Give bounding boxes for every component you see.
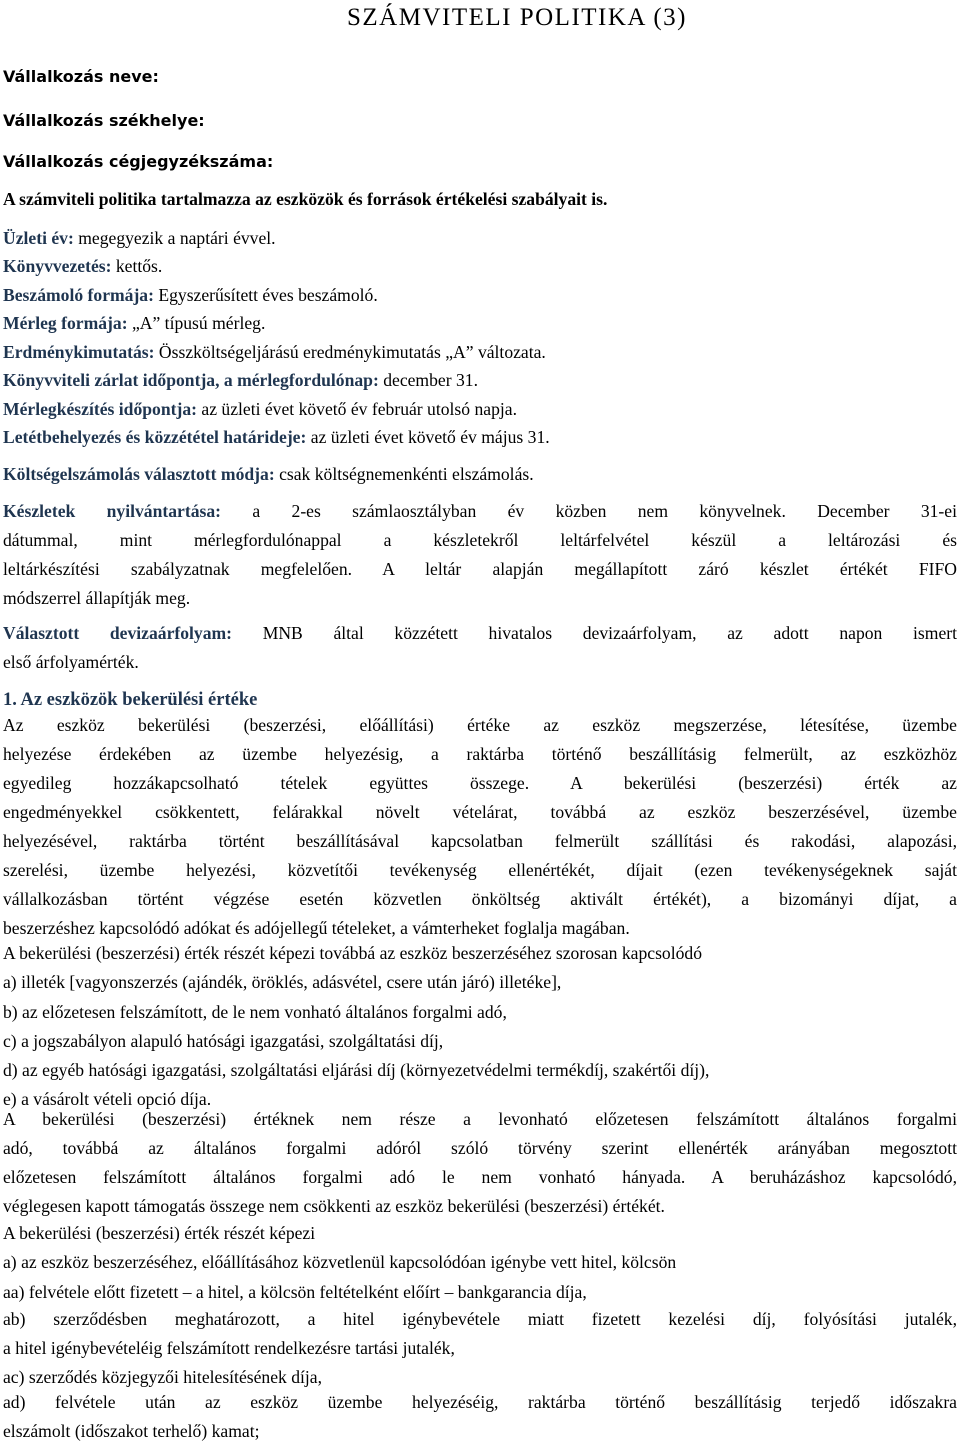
para-line: engedményekkel csökkentett, felárakkal növelt vételárat, továbbá az eszköz beszerzésével, üzembe bbox=[3, 802, 957, 822]
currency-paragraph bbox=[3, 619, 957, 677]
fact-line bbox=[3, 312, 957, 334]
para-line: Az eszköz bekerülési (beszerzési, előállítási) értéke az eszköz megszerzése, létesítése, üzembe bbox=[3, 715, 957, 735]
company-reg-label: Vállalkozás cégjegyzékszáma: bbox=[3, 152, 274, 171]
fact-label: Mérleg formája: bbox=[3, 313, 128, 333]
para-line: adó, továbbá az általános forgalmi adóról szóló törvény szerint ellenérték arányában megosztott bbox=[3, 1138, 957, 1158]
list-intro: A bekerülési (beszerzési) érték részét képezi bbox=[3, 1223, 316, 1243]
fact-label: Mérlegkészítés időpontja: bbox=[3, 399, 197, 419]
para-line: ab) szerződésben meghatározott, a hitel igénybevétele miatt fizetett kezelési díj, folyósítási jutalék, bbox=[3, 1309, 957, 1329]
fact-line bbox=[3, 284, 957, 306]
fact-label: Letétbehelyezés és közzététel határideje: bbox=[3, 427, 307, 447]
section1-paragraph-2 bbox=[3, 1105, 957, 1221]
list-item: a) az eszköz beszerzéséhez, előállításához közvetlenül kapcsolódóan igénybe vett hitel, kölcsön bbox=[3, 1252, 677, 1273]
company-name-label: Vállalkozás neve: bbox=[3, 67, 159, 86]
list-item: e) a vásárolt vételi opció díja. bbox=[3, 1089, 212, 1110]
list-item: b) az előzetesen felszámított, de le nem vonható általános forgalmi adó, bbox=[3, 1001, 507, 1022]
fact-label: Beszámoló formája: bbox=[3, 285, 154, 305]
list-item: aa) felvétele előtt fizetett – a hitel, a kölcsön feltételként előírt – bankgarancia díja, bbox=[3, 1281, 587, 1302]
inventory-line: módszerrel állapítják meg. bbox=[3, 588, 191, 608]
company-seat-label: Vállalkozás székhelye: bbox=[3, 111, 205, 130]
para-line: vállalkozásban történt végzése esetén közvetlen önköltség aktivált értékét), a bizományi díjat, a bbox=[3, 889, 957, 909]
para-line: szerelési, üzembe helyezési, közvetítői tevékenység ellenértékét, díjait (ezen tevékenységeknek saját bbox=[3, 860, 957, 880]
fact-value: csak költségnemenkénti elszámolás. bbox=[274, 464, 534, 484]
section1-paragraph-1 bbox=[3, 711, 957, 943]
para-line: elszámolt (időszakot terhelő) kamat; bbox=[3, 1421, 260, 1441]
fact-line bbox=[3, 398, 957, 420]
intro-text: A számviteli politika tartalmazza az eszközök és források értékelési szabályait is. bbox=[3, 189, 608, 209]
fact-line bbox=[3, 341, 957, 363]
fact-value: az üzleti évet követő év május 31. bbox=[306, 427, 550, 447]
fact-label: Könyvvezetés: bbox=[3, 256, 112, 276]
inventory-line: leltárkészítési szabályzatnak megfelelően. A leltár alapján megállapított záró készlet értékét FIFO bbox=[3, 559, 957, 579]
inventory-line: dátummal, mint mérlegfordulónappal a készletekről leltárfelvétel készül a leltározási és bbox=[3, 530, 957, 550]
fact-label: Erdménykimutatás: bbox=[3, 342, 155, 362]
fact-line bbox=[3, 227, 957, 249]
list-1 bbox=[3, 939, 957, 1115]
fact-value: „A” típusú mérleg. bbox=[127, 313, 266, 333]
fact-line bbox=[3, 426, 957, 448]
para-line: ad) felvétele után az eszköz üzembe helyezéséig, raktárba történő beszállításig terjedő időszakra bbox=[3, 1392, 957, 1412]
inventory-label: Készletek nyilvántartása: bbox=[3, 501, 222, 521]
para-line: A bekerülési (beszerzési) értéknek nem része a levonható előzetesen felszámított általános forgalmi bbox=[3, 1109, 957, 1129]
para-line: a hitel igénybevételéig felszámított rendelkezésre tartási jutalék, bbox=[3, 1338, 455, 1358]
fact-value: megegyezik a naptári évvel. bbox=[73, 228, 276, 248]
inventory-line: a 2-es számlaosztályban év közben nem könyvelnek. December 31-ei bbox=[221, 501, 957, 521]
fact-value: kettős. bbox=[111, 256, 163, 276]
para-line: előzetesen felszámított általános forgalmi adó le nem vonható hányada. A beruházáshoz kapcsolódó, bbox=[3, 1167, 957, 1187]
currency-label: Választott devizaárfolyam: bbox=[3, 623, 233, 643]
list-item-ad bbox=[3, 1388, 957, 1446]
fact-value: december 31. bbox=[378, 370, 478, 390]
fact-line bbox=[3, 463, 957, 485]
fact-line bbox=[3, 255, 957, 277]
fact-value: Egyszerűsített éves beszámoló. bbox=[153, 285, 378, 305]
para-line: helyezése érdekében az üzembe helyezésig, a raktárba történő beszállításig felmerült, az eszközhöz bbox=[3, 744, 957, 764]
list-item: a) illeték [vagyonszerzés (ajándék, öröklés, adásvétel, csere után járó) illetéke], bbox=[3, 972, 562, 993]
para-line: beszerzéshez kapcsolódó adókat és adójellegű tételeket, a vámterheket foglalja magában. bbox=[3, 918, 630, 938]
page-title: SZÁMVITELI POLITIKA (3) bbox=[346, 4, 687, 31]
list-2 bbox=[3, 1219, 957, 1307]
list-item-ab bbox=[3, 1305, 957, 1363]
para-line: véglegesen kapott támogatás összege nem csökkenti az eszköz bekerülési (beszerzési) értékét. bbox=[3, 1196, 665, 1216]
fact-label: Könyvviteli zárlat időpontja, a mérlegfordulónap: bbox=[3, 370, 379, 390]
inventory-paragraph bbox=[3, 497, 957, 613]
list-intro: A bekerülési (beszerzési) érték részét képezi továbbá az eszköz beszerzéséhez szorosan kapcsolódó bbox=[3, 943, 702, 963]
currency-line: MNB által közzétett hivatalos devizaárfolyam, az adott napon ismert bbox=[232, 623, 957, 643]
list-item: ac) szerződés közjegyzői hitelesítésének díja, bbox=[3, 1367, 322, 1387]
currency-line: első árfolyamérték. bbox=[3, 652, 139, 672]
para-line: helyezésével, raktárba történt beszállításával kapcsolatban felmerült szállítási és rakodási, alapozási, bbox=[3, 831, 957, 851]
fact-label: Költségelszámolás választott módja: bbox=[3, 464, 275, 484]
list-item: d) az egyéb hatósági igazgatási, szolgáltatási eljárási díj (környezetvédelmi termékdíj, szakértői díj), bbox=[3, 1060, 710, 1081]
fact-value: Összköltségeljárású eredménykimutatás „A” változata. bbox=[154, 342, 546, 362]
fact-label: Üzleti év: bbox=[3, 228, 74, 248]
fact-value: az üzleti évet követő év február utolsó napja. bbox=[196, 399, 517, 419]
para-line: egyedileg hozzákapcsolható tételek együttes összege. A bekerülési (beszerzési) érték az bbox=[3, 773, 957, 793]
fact-line bbox=[3, 369, 957, 391]
list-item: c) a jogszabályon alapuló hatósági igazgatási, szolgáltatási díj, bbox=[3, 1030, 444, 1051]
section-heading: 1. Az eszközök bekerülési értéke bbox=[3, 690, 258, 710]
